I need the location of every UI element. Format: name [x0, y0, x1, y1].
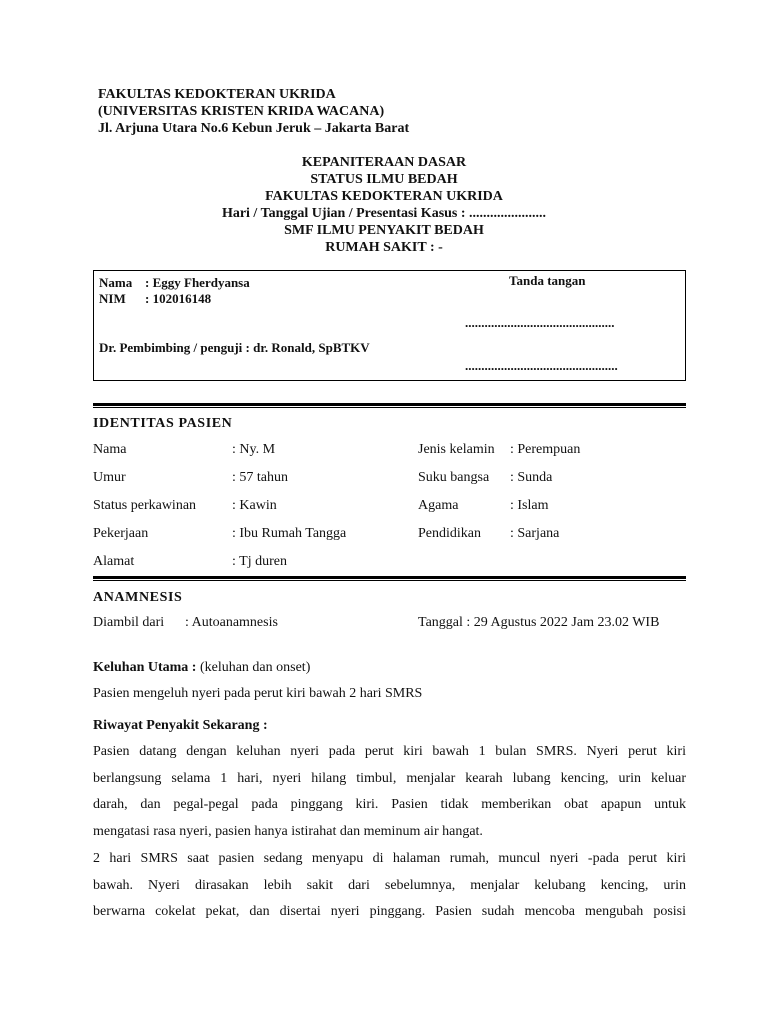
patient-field-label: Nama	[93, 442, 127, 457]
chief-complaint-note: (keluhan dan onset)	[196, 660, 311, 675]
student-info-box	[93, 270, 686, 381]
patient-field-label: Umur	[93, 470, 126, 485]
patient-field-label: Pekerjaan	[93, 526, 149, 541]
source-value: : Autoanamnesis	[185, 615, 278, 630]
student-name-label: Nama	[99, 275, 133, 290]
anamnesis-heading: ANAMNESIS	[93, 590, 183, 605]
present-illness-text	[93, 739, 686, 926]
patient-field-value: : 57 tahun	[232, 470, 288, 485]
student-nim-label: NIM	[99, 291, 126, 306]
title-smf: SMF ILMU PENYAKIT BEDAH	[284, 223, 484, 238]
patient-field-value: : Ibu Rumah Tangga	[232, 526, 347, 541]
patient-field-label: Agama	[418, 498, 459, 513]
present-illness-heading: Riwayat Penyakit Sekarang :	[93, 718, 268, 733]
paragraph-line: berwarna cokelat pekat, dan disertai nyeri pinggang. Pasien sudah mencoba mengubah posisi	[93, 904, 686, 920]
title-exam-date: Hari / Tanggal Ujian / Presentasi Kasus : ......................	[221, 206, 547, 221]
title-kepaniteraan: KEPANITERAAN DASAR	[301, 155, 467, 170]
address: Jl. Arjuna Utara No.6 Kebun Jeruk – Jakarta Barat	[98, 121, 410, 136]
title-hospital: RUMAH SAKIT : -	[325, 240, 443, 255]
patient-field-value: : Kawin	[232, 498, 277, 513]
faculty-name: FAKULTAS KEDOKTERAN UKRIDA	[98, 87, 336, 102]
identitas-heading: IDENTITAS PASIEN	[93, 416, 233, 431]
paragraph-line: berlangsung selama 1 hari, nyeri hilang timbul, menjalar kearah lubang kencing, urin keluar	[93, 770, 686, 786]
patient-field-value: : Sunda	[510, 470, 553, 485]
anamnesis-date: Tanggal : 29 Agustus 2022 Jam 23.02 WIB	[418, 615, 660, 630]
paragraph-line: bawah. Nyeri dirasakan lebih sakit dari sebelumnya, menjalar kelubang kencing, urin	[93, 877, 686, 893]
patient-field-value: : Ny. M	[232, 442, 276, 457]
title-status: STATUS ILMU BEDAH	[310, 172, 458, 187]
patient-field-value: : Islam	[510, 498, 549, 513]
chief-complaint-text: Pasien mengeluh nyeri pada perut kiri bawah 2 hari SMRS	[93, 686, 423, 701]
signature-line-student: ..............................................	[465, 315, 615, 330]
chief-complaint-heading	[93, 660, 310, 676]
student-name-value: : Eggy Fherdyansa	[145, 275, 250, 290]
paragraph-line: mengatasi rasa nyeri, pasien hanya istirahat dan meminum air hangat.	[93, 824, 483, 840]
source-label: Diambil dari	[93, 615, 165, 630]
patient-field-label: Pendidikan	[418, 526, 481, 541]
patient-field-value: : Tj duren	[232, 554, 287, 569]
patient-field-label: Jenis kelamin	[418, 442, 495, 457]
section-divider-identitas	[93, 403, 686, 408]
patient-field-label: Suku bangsa	[418, 470, 490, 485]
patient-field-label: Status perkawinan	[93, 498, 197, 513]
signature-line-supervisor: ...............................................	[465, 358, 618, 373]
paragraph-line: 2 hari SMRS saat pasien sedang menyapu di halaman rumah, muncul nyeri -pada perut kiri	[93, 850, 686, 866]
paragraph-line: Pasien datang dengan keluhan nyeri pada perut kiri bawah 1 bulan SMRS. Nyeri perut kiri	[93, 744, 686, 759]
title-faculty: FAKULTAS KEDOKTERAN UKRIDA	[265, 189, 503, 204]
patient-field-value: : Perempuan	[510, 442, 581, 457]
student-nim-value: : 102016148	[145, 291, 212, 306]
section-divider-anamnesis	[93, 576, 686, 581]
patient-field-label: Alamat	[93, 554, 135, 569]
signature-label: Tanda tangan	[509, 273, 586, 288]
paragraph-line: darah, dan pegal-pegal pada pinggang kiri. Pasien tidak memberikan obat apapun untuk	[93, 797, 686, 813]
university-name: (UNIVERSITAS KRISTEN KRIDA WACANA)	[98, 104, 385, 119]
patient-field-value: : Sarjana	[510, 526, 560, 541]
supervisor-name: Dr. Pembimbing / penguji : dr. Ronald, SpBTKV	[99, 340, 370, 355]
chief-complaint-label: Keluhan Utama :	[93, 660, 197, 675]
